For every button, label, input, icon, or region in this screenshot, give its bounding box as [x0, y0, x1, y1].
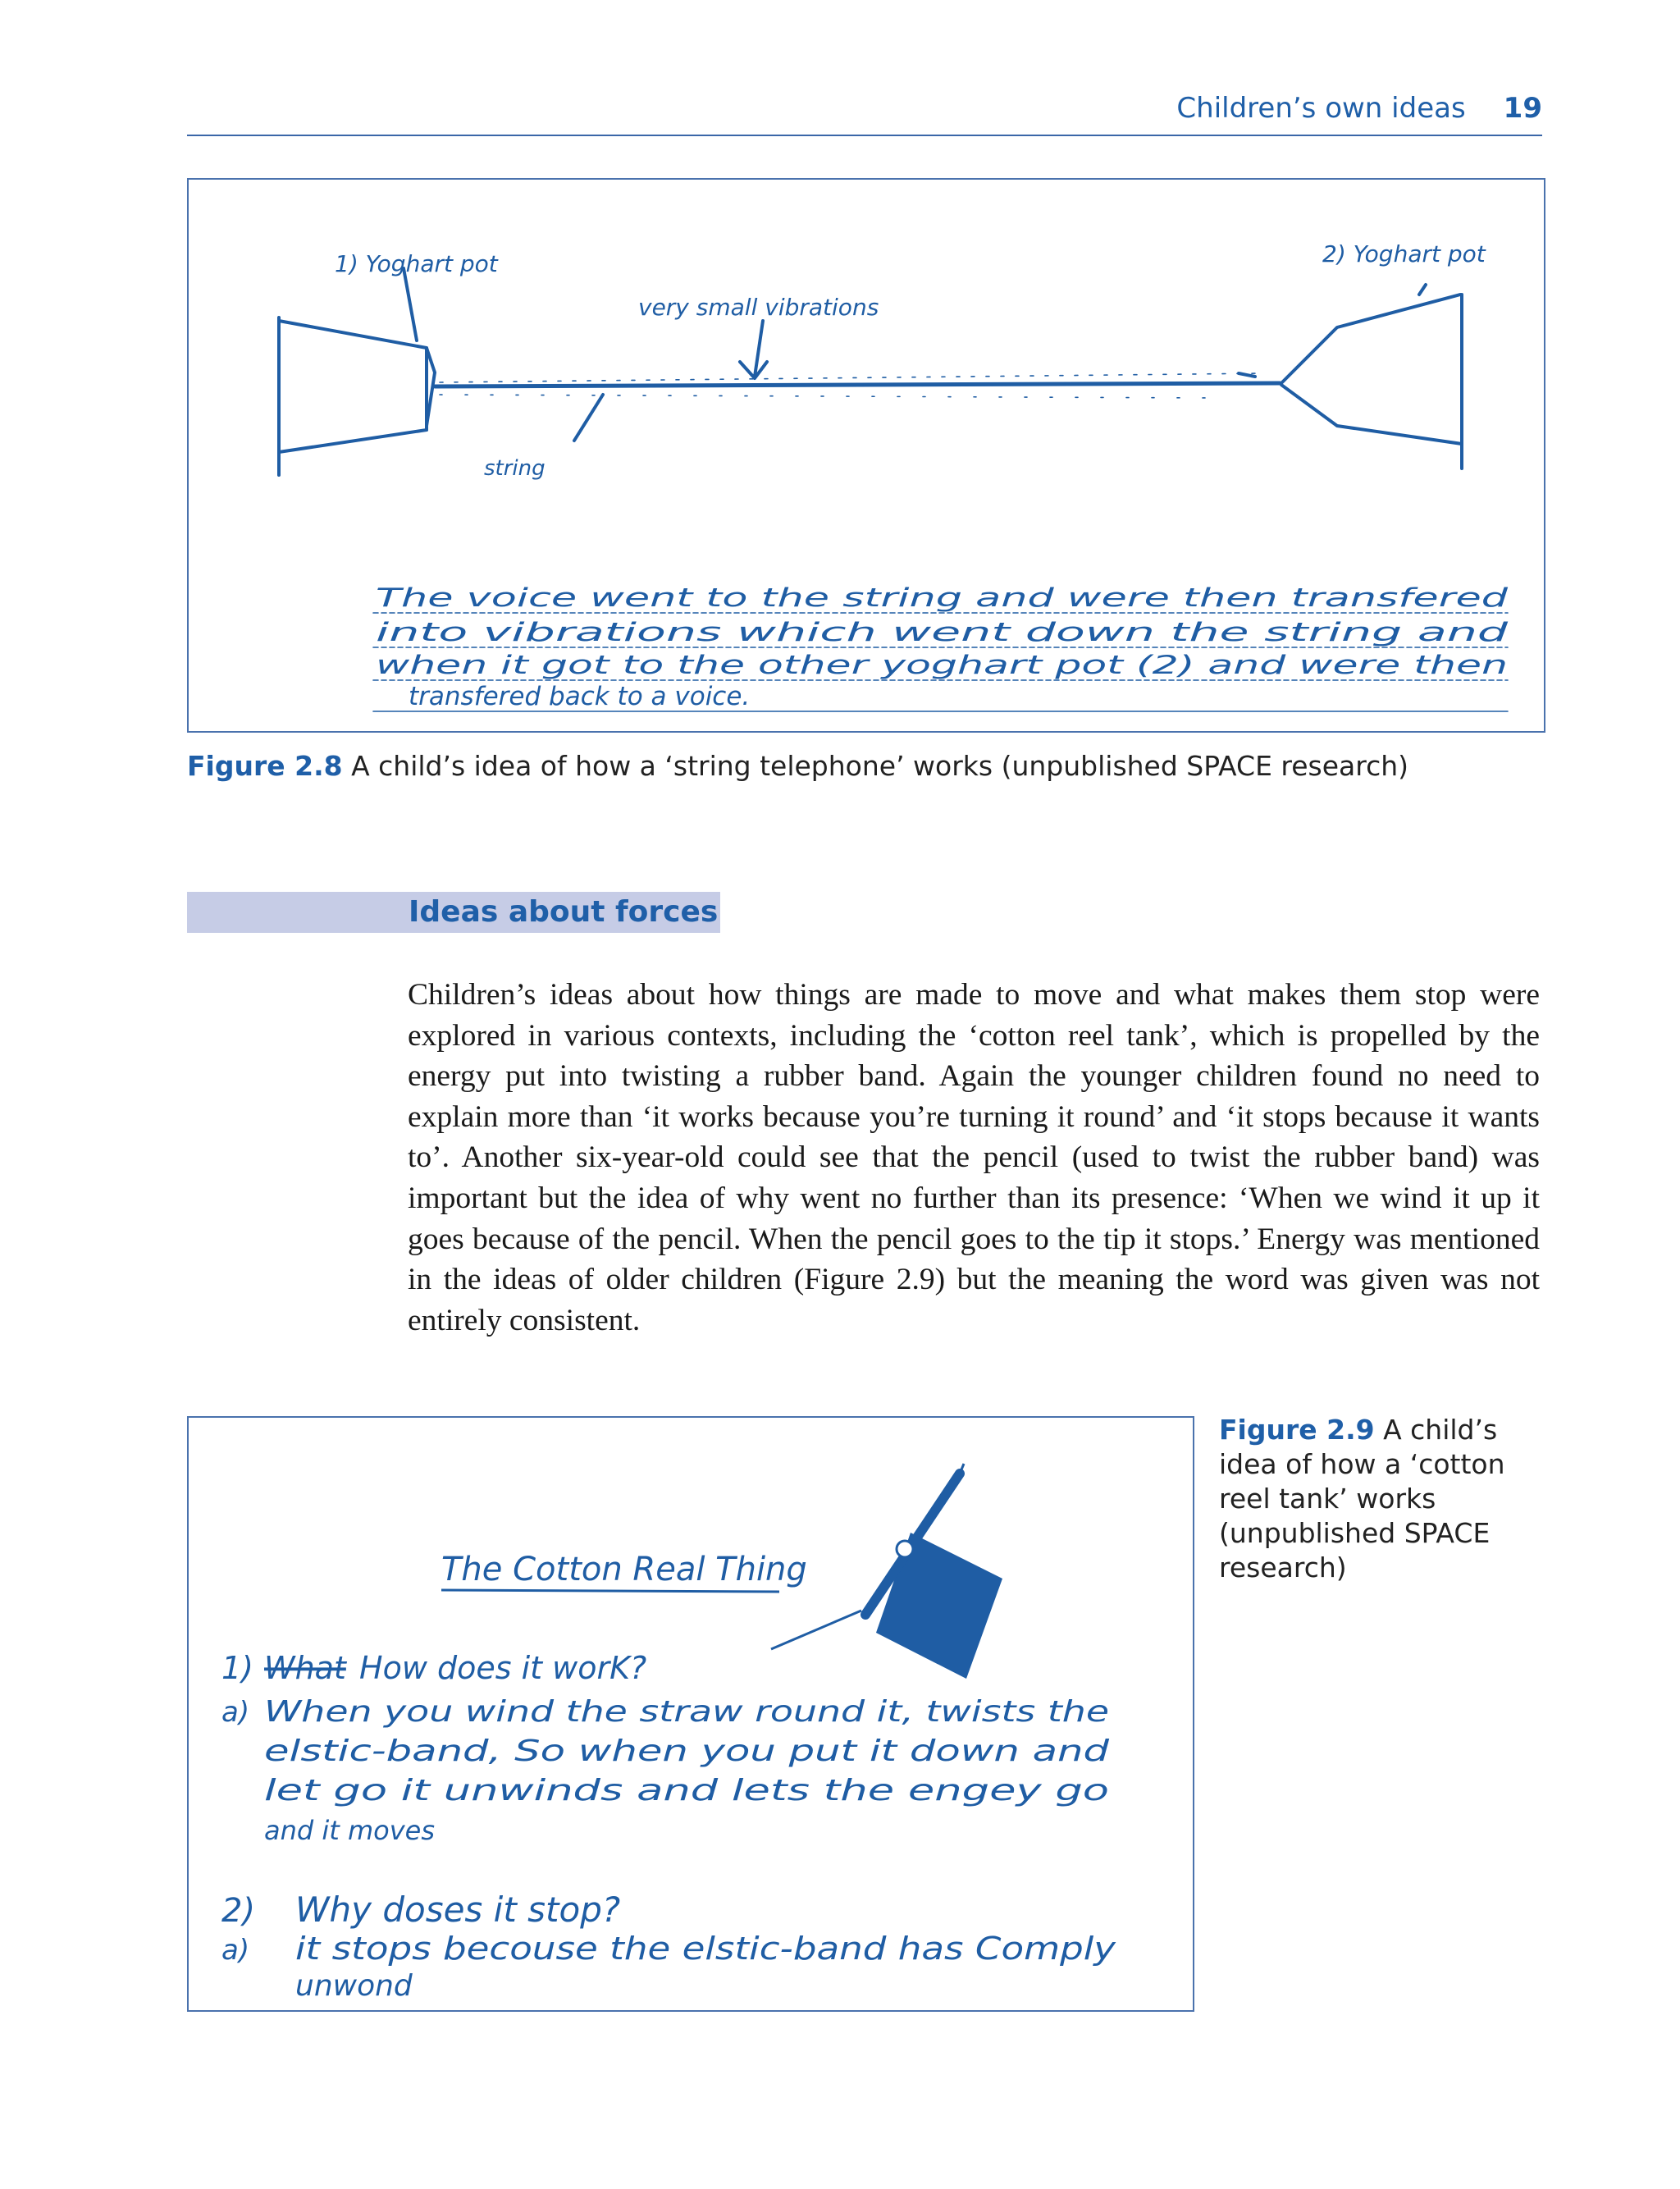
figure-2-9-caption [1219, 1413, 1564, 1585]
answer-2-label: a) [221, 1934, 250, 1967]
vibrations-label: very small vibrations [638, 294, 879, 321]
right-pot-pointer [1419, 285, 1426, 295]
string-pointer [574, 395, 603, 441]
string-label: string [484, 456, 546, 481]
body-paragraph: Children’s ideas about how things are made to move and what makes them stop were explored in various contexts, including the ‘cotton reel tank’, which is propelled by the energy put into twisting a rubber band. Again the younger children found no need to explain more than ‘it works because you’re turning it round’ and ‘it stops because it wants to’. Another six-year-old could see that the pencil (used to twist the rubber band) was important but the idea of why went no further than its presence: ‘When we wind it up it goes because of the pencil. When the pencil goes to the tip it stops.’ Energy was mentioned in the ideas of older children (Figure 2.9) but the meaning the word was given was not entirely consistent. [408, 978, 1540, 1337]
handwritten-line-2: into vibrations which went down the string and [376, 618, 1509, 647]
question-1-number: 1) [221, 1650, 254, 1686]
answer-1-label: a) [221, 1696, 250, 1729]
page-number: 19 [1503, 92, 1542, 125]
right-pot-label: 2) Yoghart pot [1322, 240, 1486, 267]
vibrations-pointer [740, 321, 767, 378]
handwritten-line-1: The voice went to the string and were then transfered [376, 583, 1509, 613]
right-yoghurt-pot [1281, 295, 1462, 444]
figure-2-8-caption [187, 750, 1549, 782]
figure-2-9-box [187, 1416, 1194, 2012]
left-yoghurt-pot [279, 321, 435, 452]
question-2-text: Why doses it stop? [295, 1890, 621, 1930]
question-1-text: How does it worK? [359, 1650, 647, 1686]
answer-1-line-1: When you wind the straw round it, twists the [264, 1695, 1109, 1729]
figure-2-9-label: Figure 2.9 [1219, 1414, 1375, 1446]
figure-2-8-label: Figure 2.8 [187, 750, 343, 782]
running-header [187, 92, 1542, 136]
question-2-number: 2) [221, 1892, 256, 1930]
answer-2-line-2: unwond [295, 1969, 413, 2003]
running-section-title: Children’s own ideas [1176, 92, 1466, 125]
string-telephone-drawing [189, 180, 1544, 731]
question-1-struck-word: What [264, 1650, 346, 1686]
figure-2-8-box [187, 178, 1545, 733]
handwritten-line-4: transfered back to a voice. [409, 682, 751, 711]
drawing-title: The Cotton Real Thing [441, 1551, 807, 1588]
section-heading: Ideas about forces [409, 895, 719, 929]
left-pot-label: 1) Yoghart pot [335, 250, 498, 277]
answer-1-line-3: let go it unwinds and lets the engey go [264, 1774, 1109, 1807]
figure-2-9-caption-text: A child’s idea of how a ‘cotton reel tank’ works (unpublished SPACE research) [1219, 1414, 1505, 1583]
left-pot-pointer [404, 268, 417, 340]
answer-2-line-1: it stops becouse the elstic-band has Comply [295, 1931, 1116, 1967]
answer-1-line-2: elstic-band, So when you put it down and [264, 1734, 1111, 1768]
string-line [435, 383, 1280, 386]
cotton-reel-drawing [189, 1418, 1193, 2010]
handwritten-line-3: when it got to the other yoghart pot (2) and were then [376, 651, 1508, 680]
answer-1-line-4: and it moves [264, 1815, 436, 1846]
figure-2-8-caption-text: A child’s idea of how a ‘string telephone’ works (unpublished SPACE research) [351, 750, 1409, 782]
